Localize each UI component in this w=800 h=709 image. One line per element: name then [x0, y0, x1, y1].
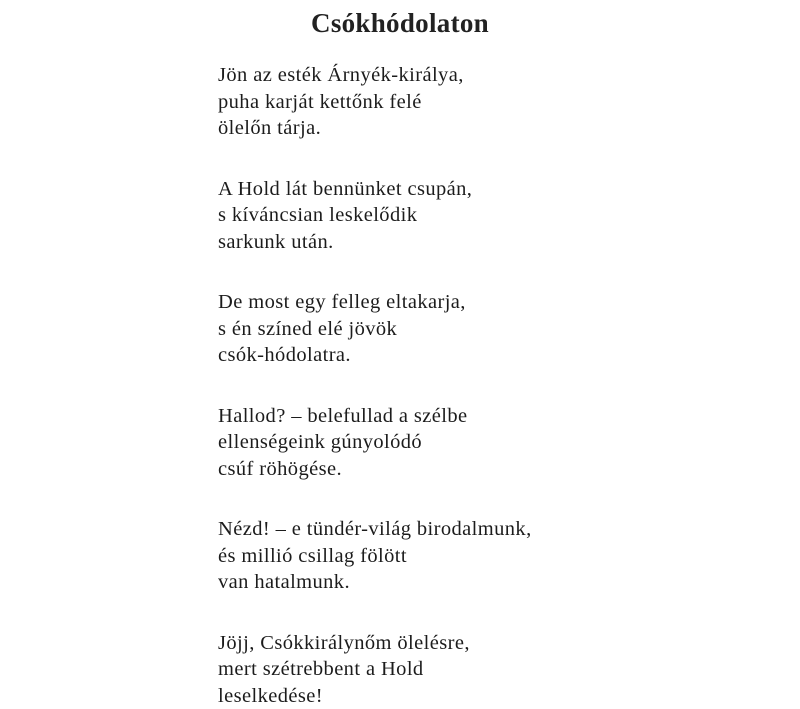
poem-line: sarkunk után. [218, 229, 778, 256]
poem-line: Hallod? – belefullad a szélbe [218, 403, 778, 430]
poem-line: A Hold lát bennünket csupán, [218, 176, 778, 203]
poem-line: mert szétrebbent a Hold [218, 656, 778, 683]
poem-line: van hatalmunk. [218, 569, 778, 596]
stanza-2 [218, 176, 778, 256]
poem-line: leselkedése! [218, 683, 778, 709]
poem-line: csúf röhögése. [218, 456, 778, 483]
poem-line: csók-hódolatra. [218, 342, 778, 369]
poem-body [218, 62, 778, 709]
poem-line: s kíváncsian leskelődik [218, 202, 778, 229]
poem-line: puha karját kettőnk felé [218, 89, 778, 116]
stanza-1 [218, 62, 778, 142]
stanza-3 [218, 289, 778, 369]
poem-line: De most egy felleg eltakarja, [218, 289, 778, 316]
stanza-5 [218, 516, 778, 596]
stanza-4 [218, 403, 778, 483]
poem-line: ellenségeink gúnyolódó [218, 429, 778, 456]
poem-line: Nézd! – e tündér-világ birodalmunk, [218, 516, 778, 543]
poem-line: s én színed elé jövök [218, 316, 778, 343]
poem-title: Csókhódolaton [0, 6, 800, 40]
stanza-6 [218, 630, 778, 709]
poem-line: és millió csillag fölött [218, 543, 778, 570]
poem-line: Jöjj, Csókkirálynőm ölelésre, [218, 630, 778, 657]
poem-line: ölelőn tárja. [218, 115, 778, 142]
poem-line: Jön az esték Árnyék-királya, [218, 62, 778, 89]
